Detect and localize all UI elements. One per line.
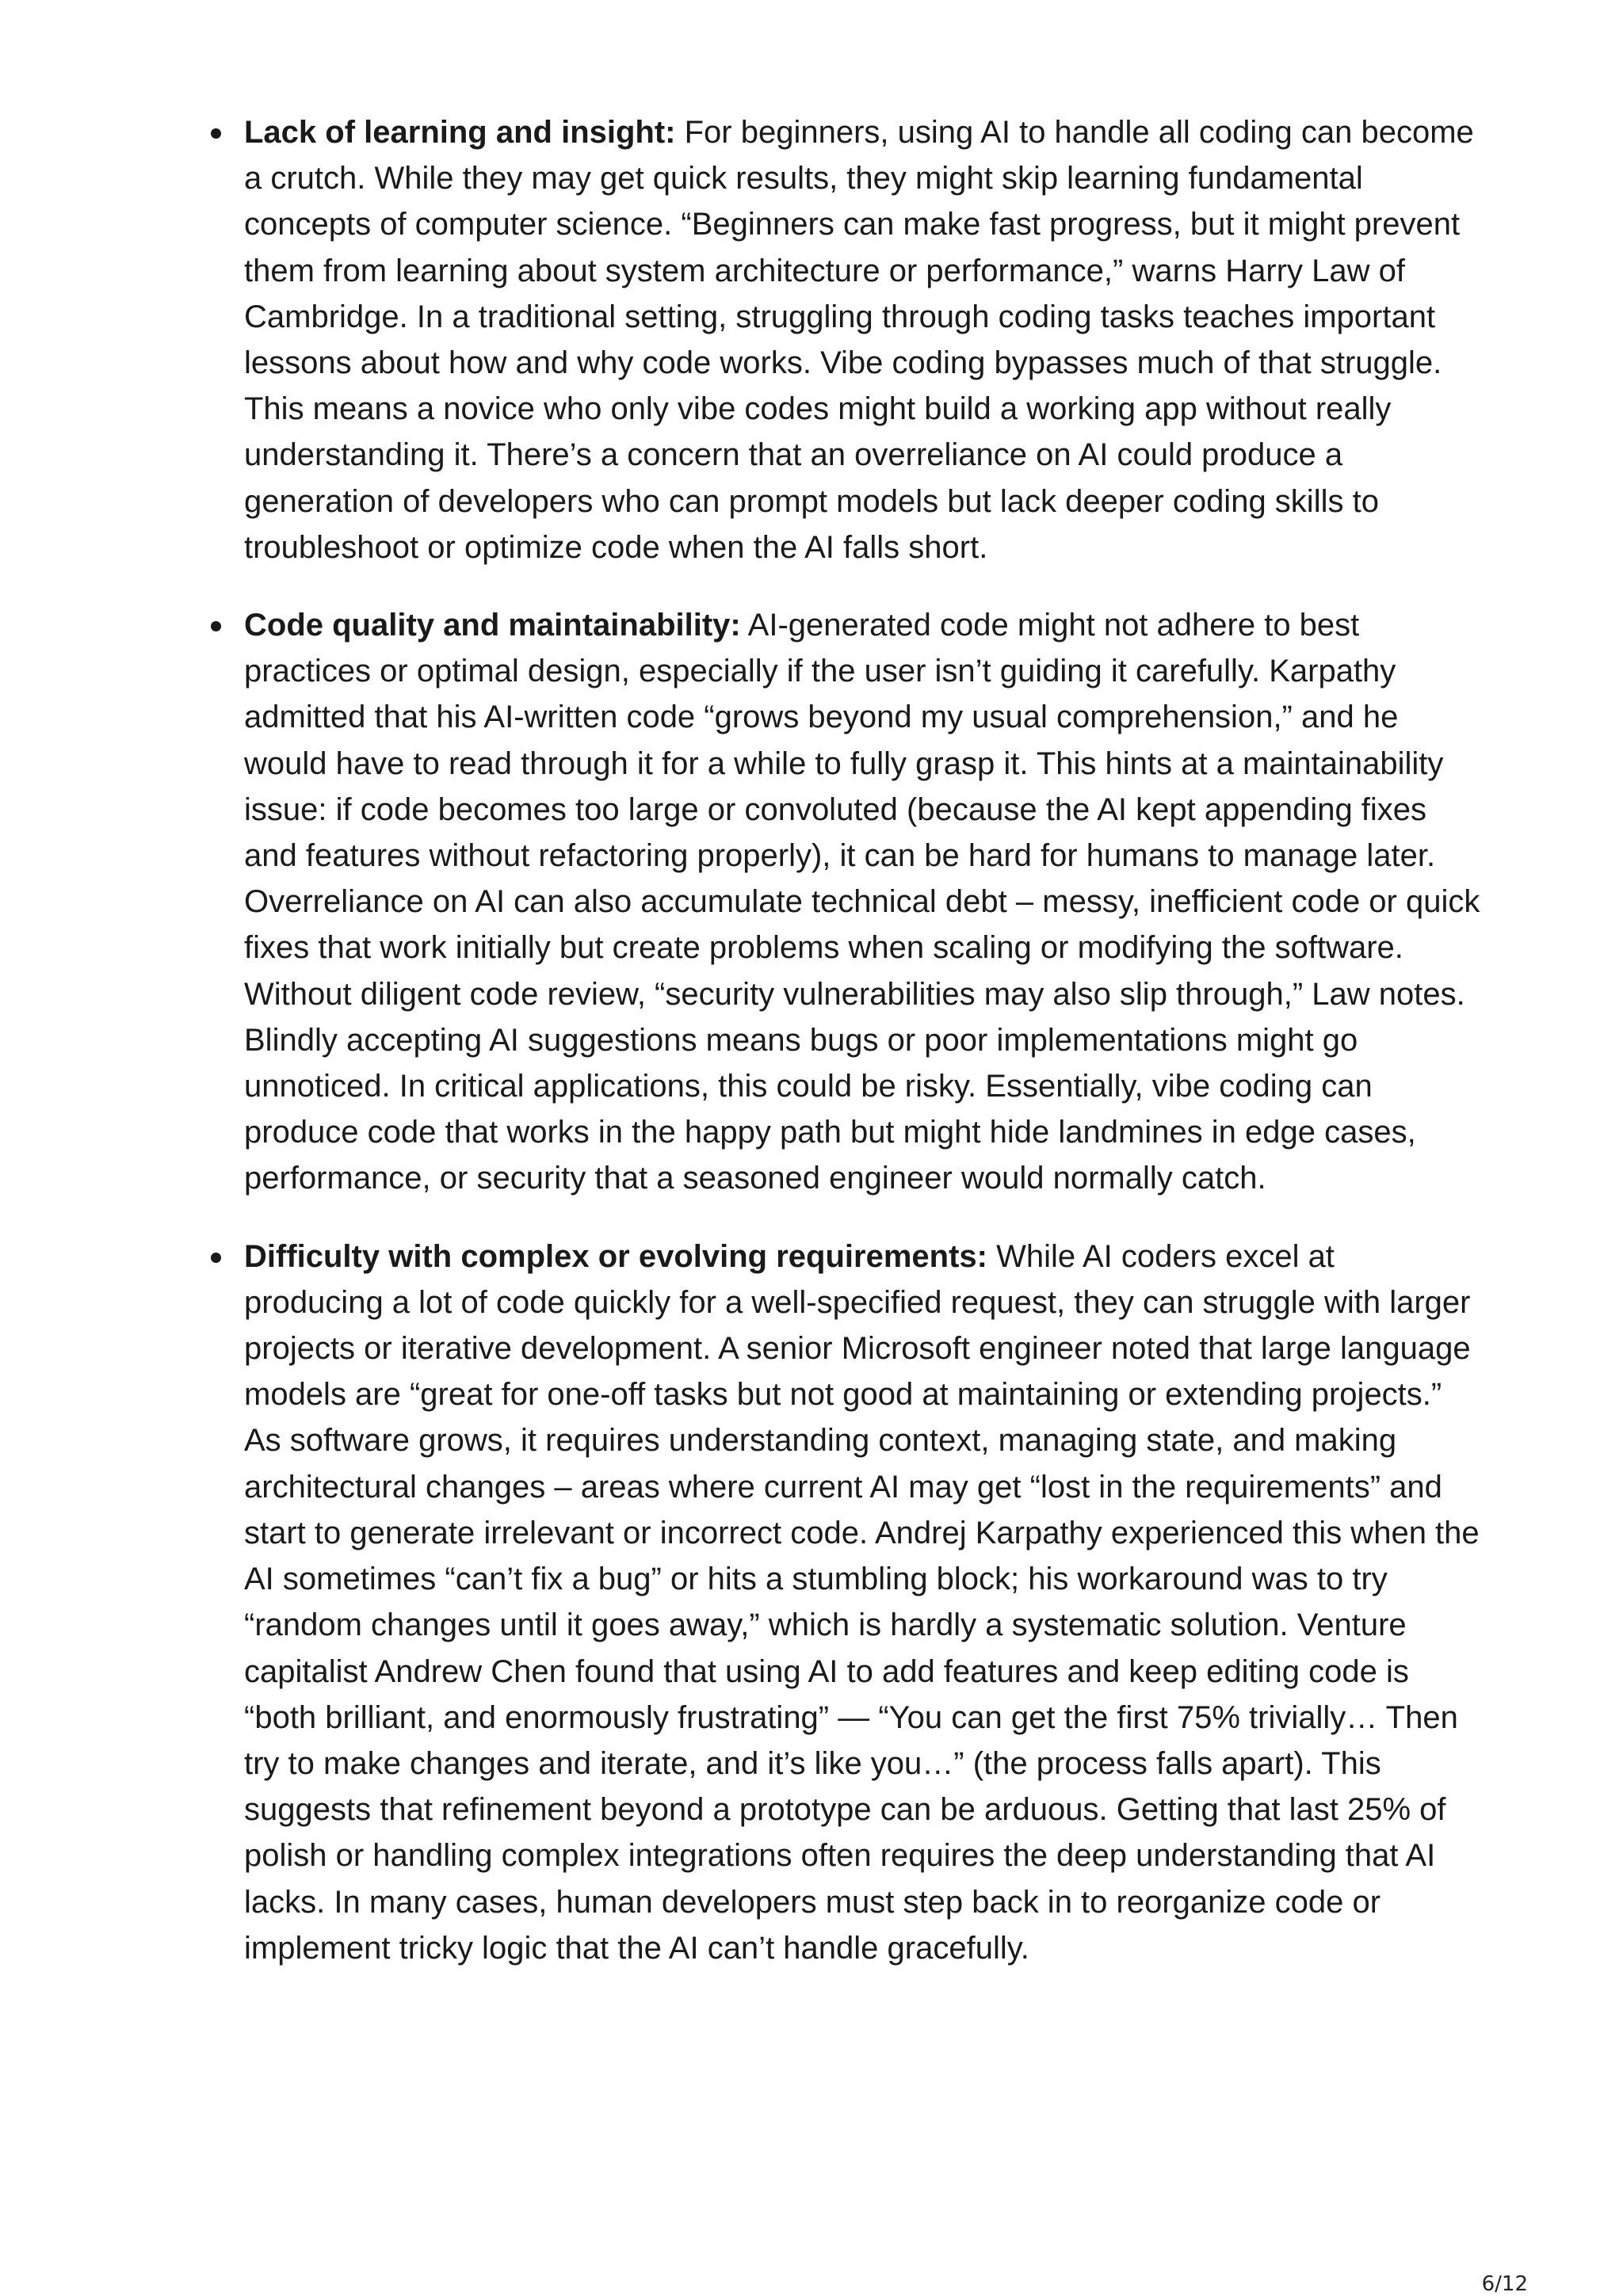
bullet-icon [211, 1253, 221, 1263]
bullet-heading: Code quality and maintainability: [244, 608, 741, 643]
bullet-heading: Lack of learning and insight: [244, 115, 676, 150]
bullet-body: While AI coders excel at producing a lot of code quickly for a well-specified request, they can struggle with larger projects or iterative development. A senior Microsoft engineer noted that large language models are “great for one-off tasks but not good at maintaining or extending projects.” As software grows, it requires understanding context, managing state, and making architectural changes – areas where current AI may get “lost in the requirements” and start to generate irrelevant or incorrect code. Andrej Karpathy experienced this when the AI sometimes “can’t fix a bug” or hits a stumbling block; his workaround was to try “random changes until it goes away,” which is hardly a systematic solution. Venture capitalist Andrew Chen found that using AI to add features and keep editing code is “both brilliant, and enormously frustrating” — “You can get the first 75% trivially… Then try to make changes and iterate, and it’s like you…” (the process falls apart). This suggests that refinement beyond a prototype can be arduous. Getting that last 25% of polish or handling complex integrations often requires the deep understanding that AI lacks. In many cases, human developers must step back in to reorganize code or implement tricky logic that the AI can’t handle gracefully. [244, 1238, 1480, 1966]
list-item [244, 602, 1480, 1202]
bullet-icon [211, 128, 221, 139]
bullet-body: AI-generated code might not adhere to best practices or optimal design, especially if the user isn’t guiding it carefully. Karpathy admitted that his AI-written code “grows beyond my usual comprehension,” and he would have to read through it for a while to fully grasp it. This hints at a maintainability issue: if code becomes too large or convoluted (because the AI kept appending fixes and features without refactoring properly), it can be hard for humans to manage later. Overreliance on AI can also accumulate technical debt – messy, inefficient code or quick fixes that work initially but create problems when scaling or modifying the software. Without diligent code review, “security vulnerabilities may also slip through,” Law notes. Blindly accepting AI suggestions means bugs or poor implementations might go unnoticed. In critical applications, this could be risky. Essentially, vibe coding can produce code that works in the happy path but might hide landmines in edge cases, performance, or security that a seasoned engineer would normally catch. [244, 608, 1480, 1196]
page-number: 6/12 [1481, 2272, 1528, 2296]
bullet-icon [211, 621, 221, 631]
list-item [244, 109, 1480, 570]
list-item [244, 1234, 1480, 1971]
bullet-body: For beginners, using AI to handle all coding can become a crutch. While they may get quick results, they might skip learning fundamental concepts of computer science. “Beginners can make fast progress, but it might prevent them from learning about system architecture or performance,” warns Harry Law of Cambridge. In a traditional setting, struggling through coding tasks teaches important lessons about how and why code works. Vibe coding bypasses much of that struggle. This means a novice who only vibe codes might build a working app without really understanding it. There’s a concern that an overreliance on AI could produce a generation of developers who can prompt models but lack deeper coding skills to troubleshoot or optimize code when the AI falls short. [244, 115, 1474, 565]
bullet-list [244, 109, 1480, 2003]
bullet-heading: Difficulty with complex or evolving requirements: [244, 1238, 987, 1274]
